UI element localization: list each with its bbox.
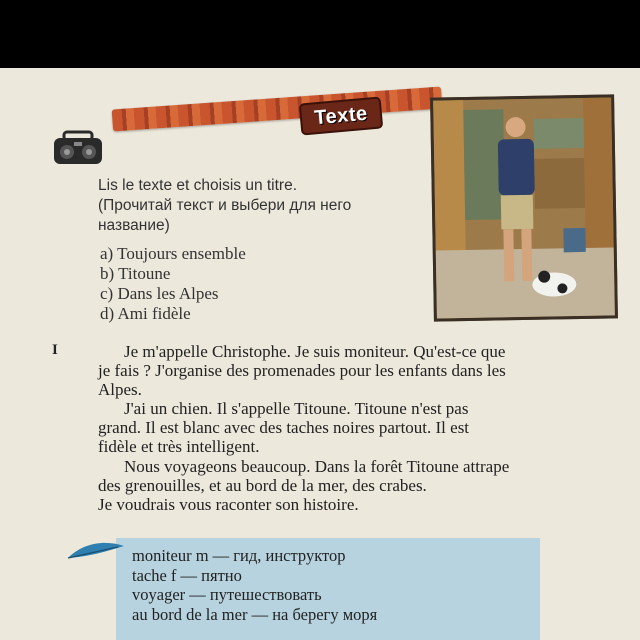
option-d: d) Ami fidèle (100, 304, 191, 323)
cassette-player-icon (50, 128, 106, 168)
paragraph-2-line-1: J'ai un chien. Il s'appelle Titoune. Titoune n'est pas (124, 399, 469, 418)
texte-badge: Texte (299, 96, 383, 135)
paragraph-3-line-1: Nous voyageons beaucoup. Dans la forêt Titoune attrape (124, 457, 510, 476)
instruction-fr: Lis le texte et choisis un titre. (98, 177, 298, 194)
paragraph-3-line-2: des grenouilles, et au bord de la mer, des crabes. (98, 476, 427, 495)
section-number: I (52, 342, 58, 358)
paragraph-1-line-1: Je m'appelle Christophe. Je suis moniteur. Qu'est-ce que (124, 342, 506, 361)
textbook-page (0, 68, 640, 640)
header-banner (112, 87, 443, 132)
vocabulary-list (132, 546, 377, 624)
vocab-item: moniteur m — гид, инструктор (132, 546, 346, 565)
paragraph-3-line-3: Je voudrais vous raconter son histoire. (98, 495, 359, 514)
instructions (98, 176, 428, 236)
feather-icon (66, 538, 126, 564)
option-c: c) Dans les Alpes (100, 284, 219, 303)
vocab-item: voyager — путешествовать (132, 585, 322, 604)
option-b: b) Titoune (100, 264, 171, 283)
instruction-ru-line2: название) (98, 217, 170, 234)
photo-man-with-dog (430, 94, 618, 321)
vocab-item: tache f — пятно (132, 565, 242, 585)
paragraph-1 (98, 342, 630, 399)
vocab-item: au bord de la mer — на берегу моря (132, 604, 378, 624)
paragraph-3 (98, 457, 630, 514)
paragraph-2 (98, 399, 630, 456)
paragraph-2-line-2: grand. Il est blanc avec des taches noires partout. Il est (98, 418, 470, 437)
title-options (100, 244, 246, 324)
paragraph-1-line-2: je fais ? J'organise des promenades pour les enfants dans les (98, 361, 506, 380)
instruction-ru-line1: (Прочитай текст и выбери для него (98, 197, 352, 214)
paragraph-2-line-3: fidèle et très intelligent. (98, 437, 260, 456)
option-a: a) Toujours ensemble (100, 244, 246, 263)
paragraph-1-line-3: Alpes. (98, 380, 142, 399)
